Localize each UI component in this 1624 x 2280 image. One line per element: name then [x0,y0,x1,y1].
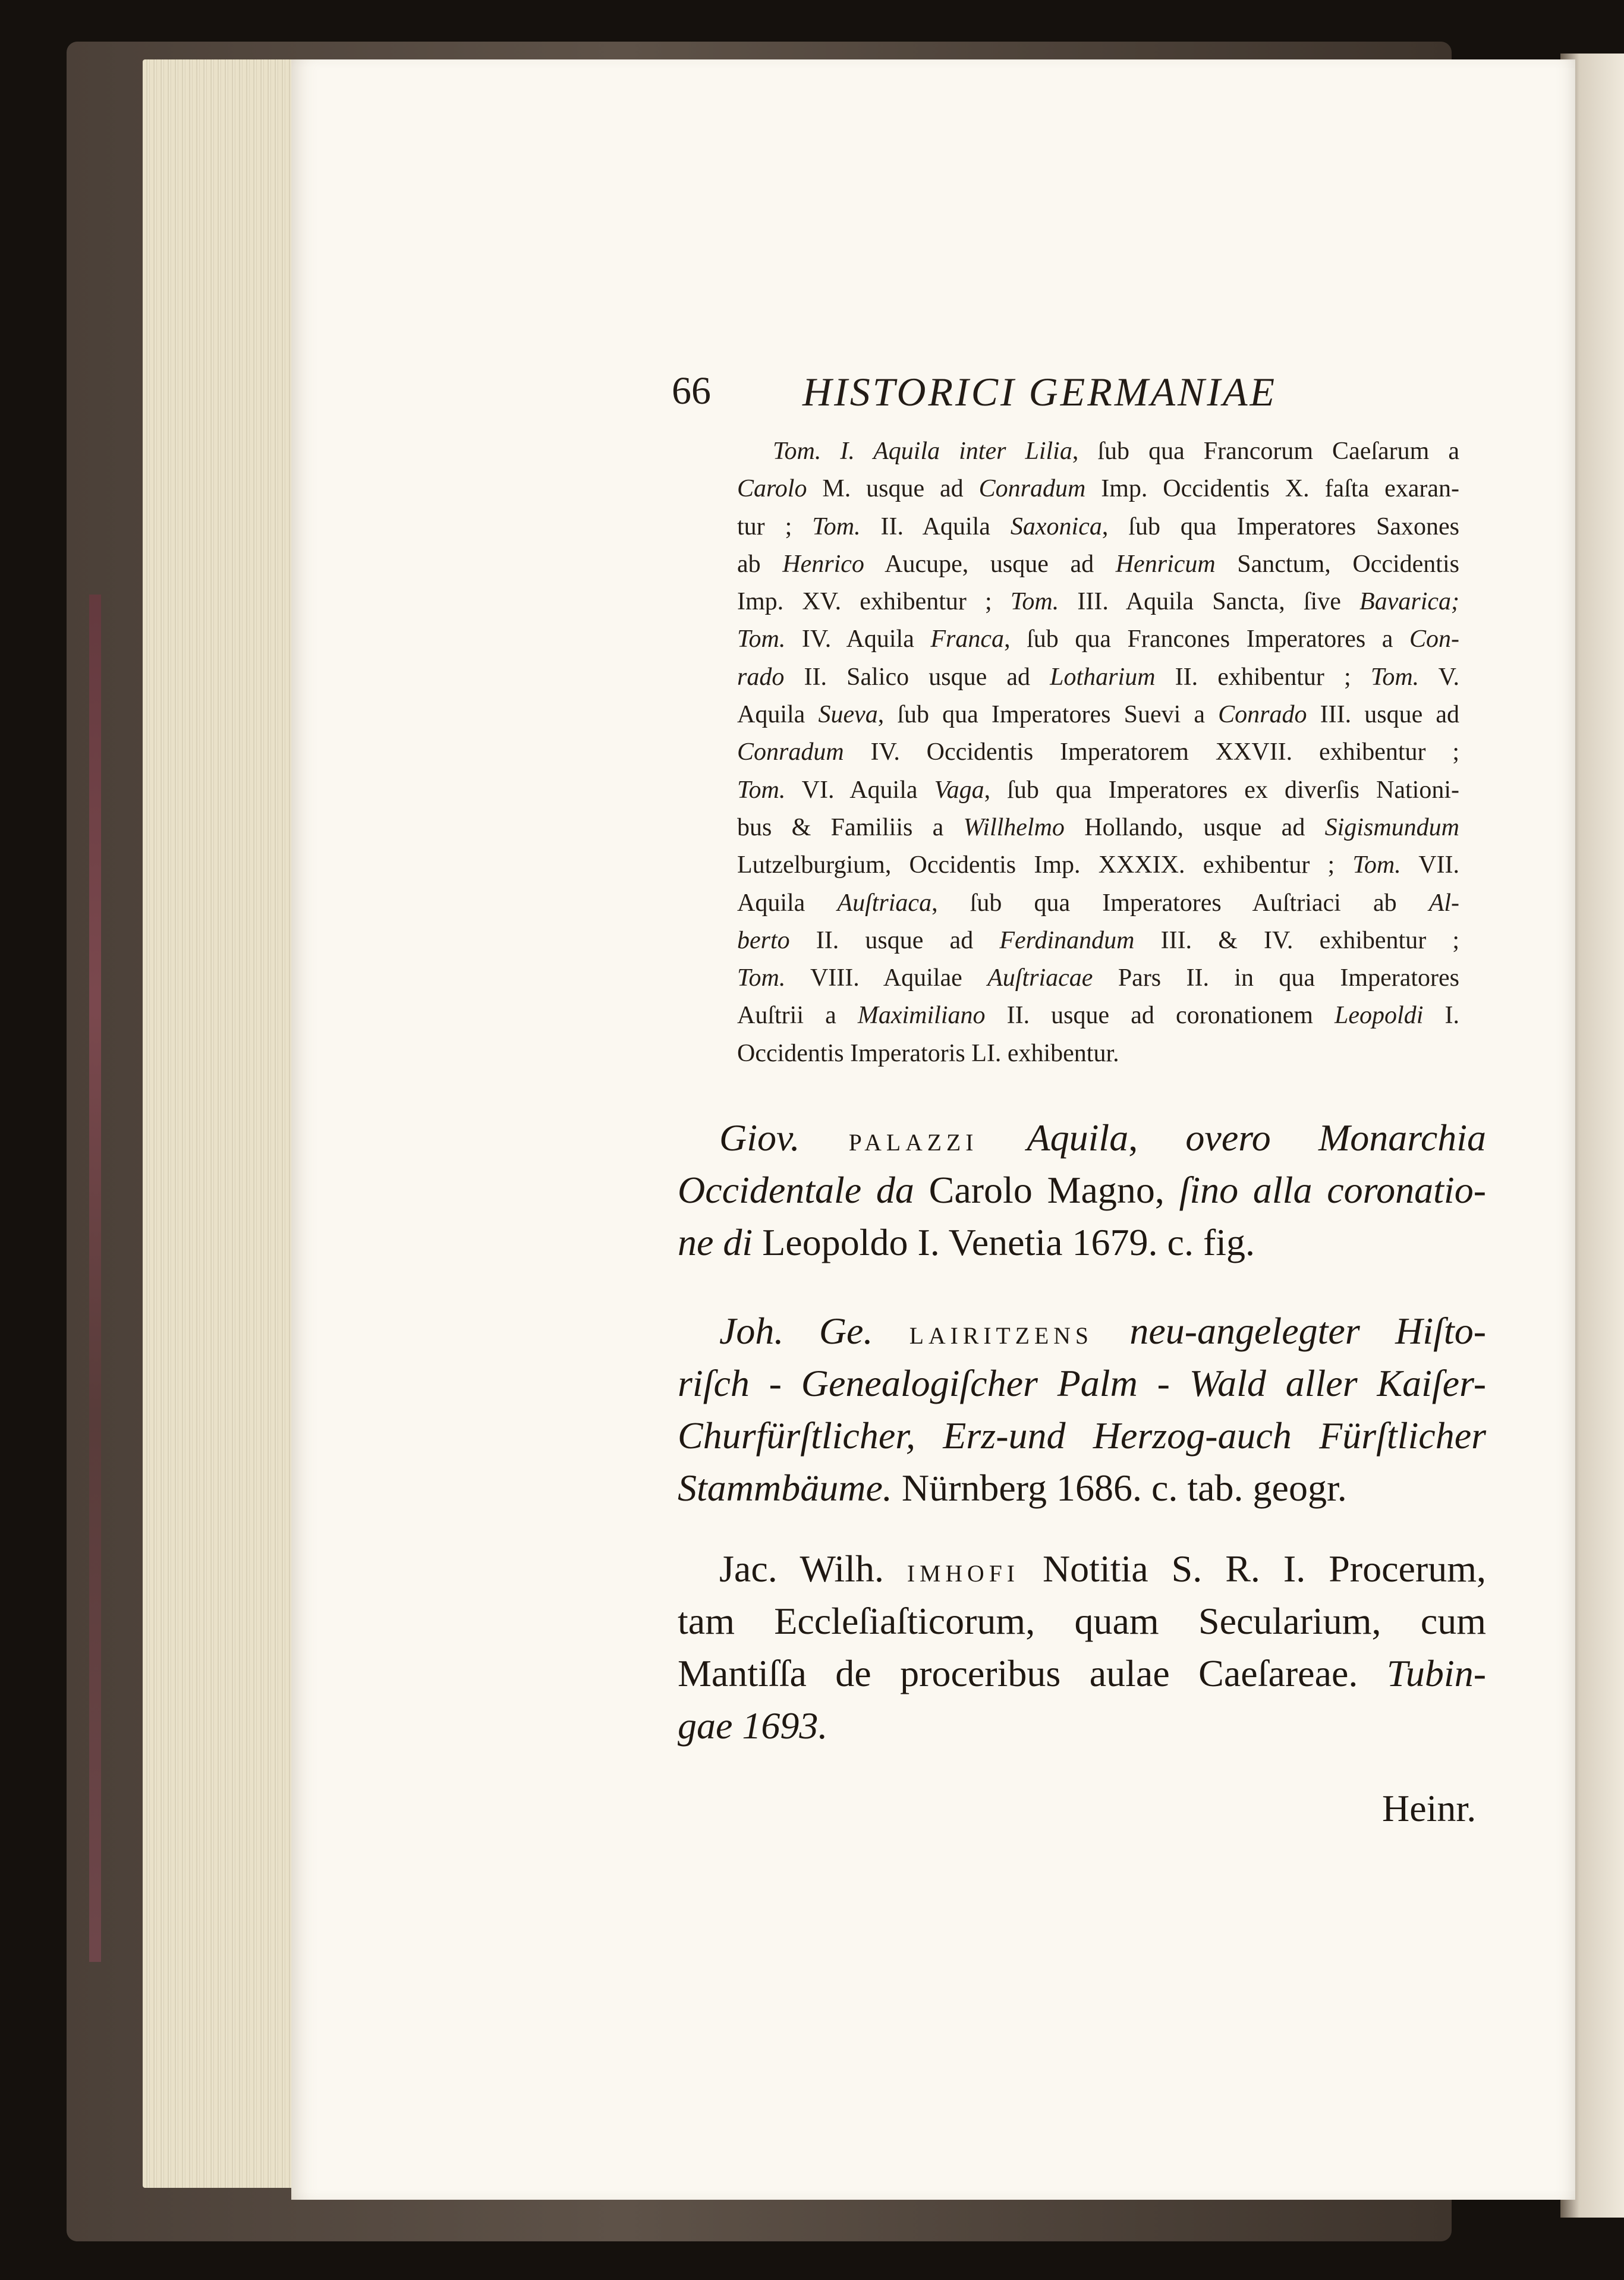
text-line: Giov. PALAZZI Aquila, overo Monarchia [719,1117,1487,1159]
text-line: Tom. IV. Aquila Franca, ſub qua Francones Imperatores a Con- [737,625,1459,653]
text-line: tam Eccleſiaſticorum, quam Secularium, cum [678,1600,1486,1642]
text-line: tur ; Tom. II. Aquila Saxonica, ſub qua Imperatores Saxones [737,512,1459,540]
catchword: Heinr. [1382,1787,1477,1829]
page-number: 66 [672,369,711,413]
tome-list-paragraph [737,433,1459,1073]
text-line: Tom. VI. Aquila Vaga, ſub qua Imperatores ex diverſis Nationi- [737,776,1459,804]
text-line: riſch - Genealogiſcher Palm - Wald aller Kaiſer- [678,1362,1486,1404]
cover-edge-wear [89,595,101,1962]
text-line: Lutzelburgium, Occidentis Imp. XXXIX. exhibentur ; Tom. VII. [737,851,1459,879]
running-title: HISTORICI GERMANIAE [802,369,1277,414]
text-line: rado II. Salico usque ad Lotharium II. exhibentur ; Tom. V. [737,663,1459,691]
text-line: Imp. XV. exhibentur ; Tom. III. Aquila Sancta, ſive Bavarica; [737,588,1459,616]
text-line: Aquila Auſtriaca, ſub qua Imperatores Auſtriaci ab Al- [737,889,1459,917]
text-line: Tom. I. Aquila inter Lilia, ſub qua Francorum Caeſarum a [773,438,1459,465]
text-line: bus & Familiis a Willhelmo Hollando, usque ad Sigismundum [737,813,1459,841]
bibliography-entry-palazzi [678,1112,1486,1269]
text-line: Occidentale da Carolo Magno, ſino alla coronatio- [678,1169,1487,1211]
text-line: Joh. Ge. LAIRITZENS neu-angelegter Hiſto- [719,1310,1487,1352]
text-line: Auſtrii a Maximiliano II. usque ad coronationem Leopoldi I. [737,1002,1459,1030]
bibliography-entry-lairitzens [678,1305,1486,1514]
text-line: Occidentis Imperatoris LI. exhibentur. [737,1039,1119,1067]
page-header [672,369,1504,428]
bibliography-entry-imhofi [678,1543,1486,1752]
text-line: berto II. usque ad Ferdinandum III. & IV. exhibentur ; [737,926,1459,954]
text-line: Tom. VIII. Aquilae Auſtriacae Pars II. in qua Imperatores [737,964,1459,992]
text-line: Mantiſſa de proceribus aulae Caeſareae. Tubin- [678,1652,1486,1694]
text-line: Carolo M. usque ad Conradum Imp. Occidentis X. faſta exaran- [737,475,1459,503]
text-line: ne di Leopoldo I. Venetia 1679. c. fig. [678,1221,1255,1263]
text-line: gae 1693. [678,1705,828,1747]
text-line: Churfürſtlicher, Erz-und Herzog-auch Fürſtlicher [678,1414,1486,1457]
text-line: ab Henrico Aucupe, usque ad Henricum Sanctum, Occidentis [737,550,1459,578]
text-line: Jac. Wilh. IMHOFI Notitia S. R. I. Procerum, [719,1548,1487,1590]
text-line: Stammbäume. Nürnberg 1686. c. tab. geogr. [678,1467,1347,1509]
text-line: Aquila Sueva, ſub qua Imperatores Suevi a Conrado III. usque ad [737,701,1459,729]
text-line: Conradum IV. Occidentis Imperatorem XXVII. exhibentur ; [737,738,1459,766]
page-edges [143,59,297,2188]
